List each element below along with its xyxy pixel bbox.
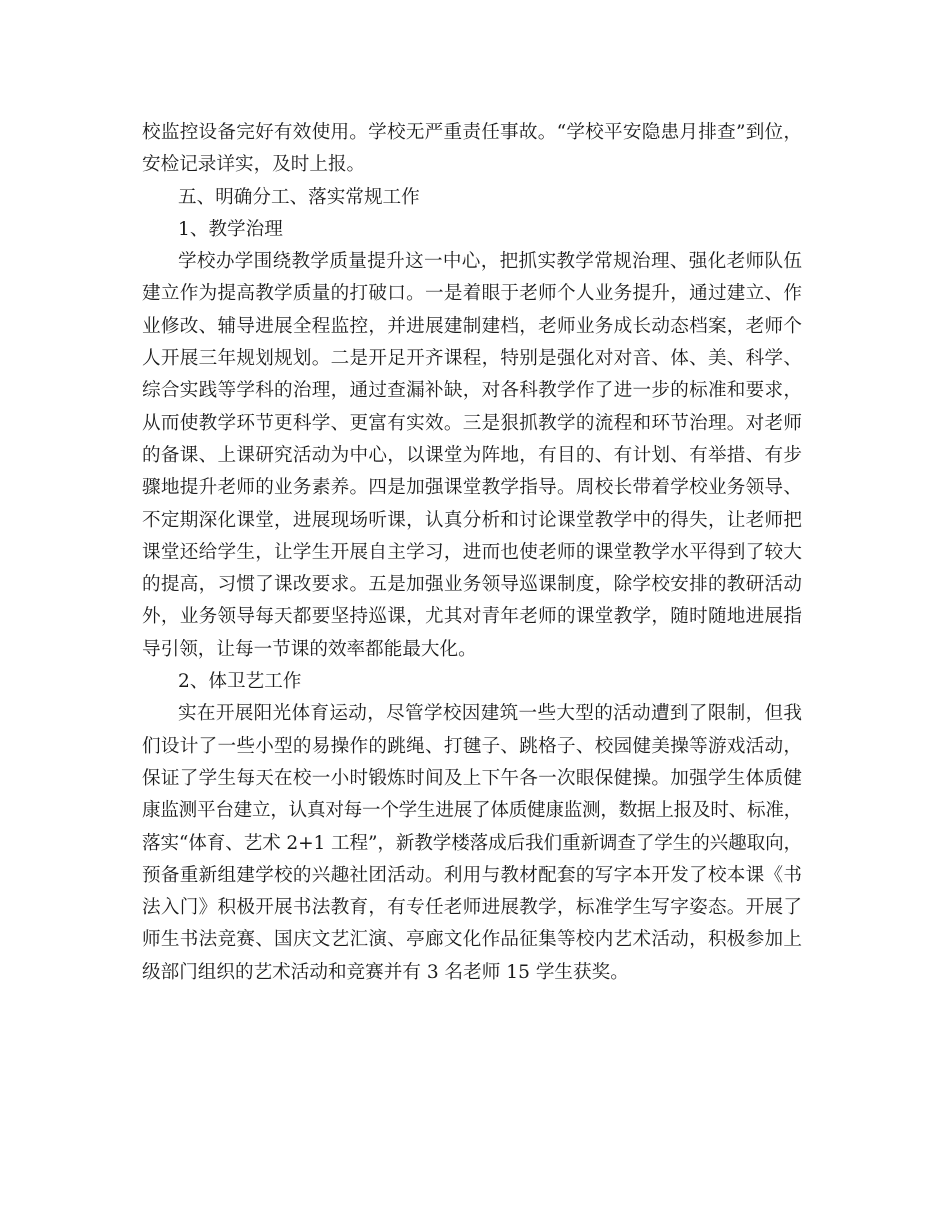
text-line: 保证了学生每天在校一小时锻炼时间及上下午各一次眼保健操。加强学生体质健 bbox=[142, 767, 803, 789]
text-line: 师生书法竞赛、国庆文艺汇演、亭廊文化作品征集等校内艺术活动，积极参加上 bbox=[142, 929, 803, 951]
text-line: 骤地提升老师的业务素养。四是加强课堂教学指导。周校长带着学校业务领导、 bbox=[142, 477, 803, 499]
text-line: 外，业务领导每天都要坚持巡课，尤其对青年老师的课堂教学，随时随地进展指 bbox=[142, 606, 803, 628]
text-line: 们设计了一些小型的易操作的跳绳、打毽子、跳格子、校园健美操等游戏活动， bbox=[142, 735, 803, 757]
subsection-heading: 1、教学治理 bbox=[178, 218, 283, 240]
text-line: 的备课、上课研究活动为中心，以课堂为阵地，有目的、有计划、有举措、有步 bbox=[142, 444, 803, 466]
text-line: 实在开展阳光体育运动，尽管学校因建筑一些大型的活动遭到了限制，但我 bbox=[178, 703, 803, 725]
text-line: 的提高，习惯了课改要求。五是加强业务领导巡课制度，除学校安排的教研活动 bbox=[142, 574, 803, 596]
text-line: 业修改、辅导进展全程监控，并进展建制建档，老师业务成长动态档案，老师个 bbox=[142, 315, 803, 337]
text-line: 法入门》积极开展书法教育，有专任老师进展教学，标准学生写字姿态。开展了 bbox=[142, 897, 803, 919]
text-line: 康监测平台建立，认真对每一个学生进展了体质健康监测，数据上报及时、标准， bbox=[142, 800, 802, 822]
text-line: 导引领，让每一节课的效率都能最大化。 bbox=[142, 638, 477, 660]
text-line: 从而使教学环节更科学、更富有实效。三是狠抓教学的流程和环节治理。对老师 bbox=[142, 412, 803, 434]
text-line: 级部门组织的艺术活动和竞赛并有 3 名老师 15 学生获奖。 bbox=[142, 961, 629, 983]
text-line: 综合实践等学科的治理，通过查漏补缺，对各科教学作了进一步的标准和要求， bbox=[142, 380, 803, 402]
text-line: 预备重新组建学校的兴趣社团活动。利用与教材配套的写字本开发了校本课《书 bbox=[142, 864, 803, 886]
section-heading: 五、明确分工、落实常规工作 bbox=[178, 186, 420, 208]
text-line: 人开展三年规划规划。二是开足开齐课程，特别是强化对对音、体、美、科学、 bbox=[142, 348, 803, 370]
subsection-heading: 2、体卫艺工作 bbox=[178, 671, 302, 693]
text-line: 课堂还给学生，让学生开展自主学习，进而也使老师的课堂教学水平得到了较大 bbox=[142, 541, 803, 563]
text-line: 不定期深化课堂，进展现场听课，认真分析和讨论课堂教学中的得失，让老师把 bbox=[142, 509, 803, 531]
text-line: 落实“体育、艺术 2+1 工程”，新教学楼落成后我们重新调查了学生的兴趣取向， bbox=[142, 832, 803, 854]
text-line: 建立作为提高教学质量的打破口。一是着眼于老师个人业务提升，通过建立、作 bbox=[142, 283, 803, 305]
document-body bbox=[142, 117, 802, 989]
text-line: 学校办学围绕教学质量提升这一中心，把抓实教学常规治理、强化老师队伍 bbox=[178, 251, 803, 273]
text-line: 安检记录详实，及时上报。 bbox=[142, 154, 366, 176]
text-line: 校监控设备完好有效使用。学校无严重责任事故。“学校平安隐患月排查”到位， bbox=[142, 122, 803, 143]
